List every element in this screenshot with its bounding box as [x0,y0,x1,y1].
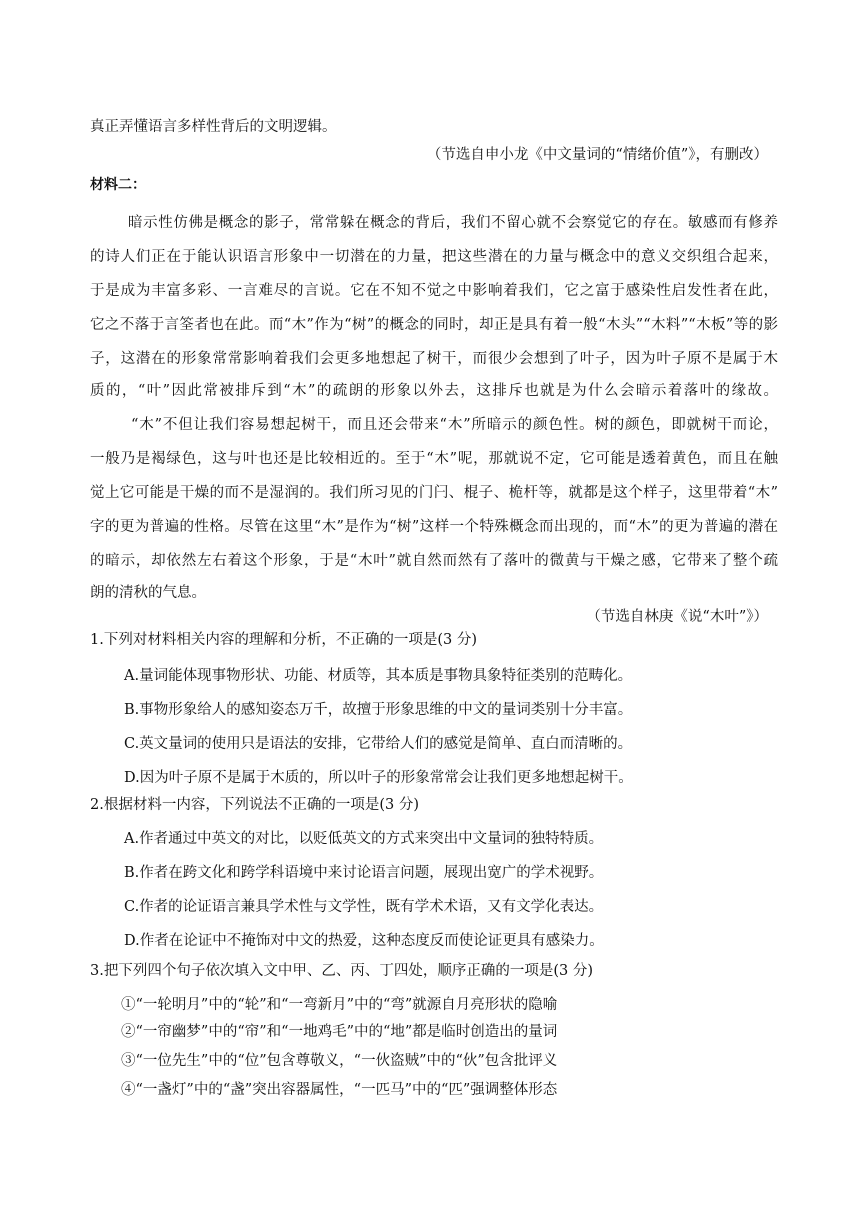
paragraph-1-line: 它之不落于言筌者也在此。而“木”作为“树”的概念的同时，却正是具有着一般“木头”“木料”“木板”等的影 [90,317,778,333]
question-2-stem: 2.根据材料一内容，下列说法不正确的一项是(3 分) [90,797,419,813]
question-3-sentence-4: ④“一盏灯”中的“盏”突出容器属性，“一匹马”中的“匹”强调整体形态 [121,1082,558,1098]
question-2-option-b: B.作者在跨文化和跨学科语境中来讨论语言问题，展现出宽广的学术视野。 [124,865,604,881]
question-3-sentence-3: ③“一位先生”中的“位”包含尊敬义，“一伙盗贼”中的“伙”包含批评义 [121,1053,558,1069]
paragraph-2-line: 字的更为普遍的性格。尽管在这里“木”是作为“树”这样一个特殊概念而出现的，而“木”的更为普遍的潜在 [90,519,778,535]
paragraph-1-line: 的诗人们正在于能认识语言形象中一切潜在的力量，把这些潜在的力量与概念中的意义交织组合起来， [90,249,778,265]
paragraph-2-line: “木”不但让我们容易想起树干，而且还会带来“木”所暗示的颜色性。树的颜色，即就树干而论， [131,417,778,433]
source-citation-2: （节选自林庚《说“木叶”》） [586,609,768,625]
source-citation-1: （节选自申小龙《中文量词的“情绪价值”》，有删改） [426,147,768,163]
paragraph-1-line: 质的，“叶”因此常被排斥到“木”的疏朗的形象以外去，这排斥也就是为什么会暗示着落叶的缘故。 [90,383,778,399]
question-1-option-a: A.量词能体现事物形状、功能、材质等，其本质是事物具象特征类别的范畴化。 [124,668,633,684]
paragraph-2-line: 觉上它可能是干燥的而不是湿润的。我们所习见的门闩、棍子、桅杆等，就都是这个样子，这里带着“木” [90,485,778,501]
question-2-option-c: C.作者的论证语言兼具学术性与文学性，既有学术术语，又有文学化表达。 [124,899,604,915]
question-3-stem: 3.把下列四个句子依次填入文中甲、乙、丙、丁四处，顺序正确的一项是(3 分) [90,963,593,979]
material1-closing-line: 真正弄懂语言多样性背后的文明逻辑。 [90,119,337,135]
paragraph-2-line: 的暗示，却依然左右着这个形象，于是“木叶”就自然而然有了落叶的微黄与干燥之感，它带来了整个疏 [90,553,778,569]
question-3-sentence-1: ①“一轮明月”中的“轮”和“一弯新月”中的“弯”就源自月亮形状的隐喻 [121,997,558,1013]
material2-heading: 材料二： [90,177,146,193]
paragraph-2-line: 一般乃是褐绿色，这与叶也还是比较相近的。至于“木”呢，那就说不定，它可能是透着黄色，而且在触 [90,451,778,467]
question-1-option-d: D.因为叶子原不是属于木质的，所以叶子的形象常常会让我们更多地想起树干。 [124,770,633,786]
paragraph-1-line: 于是成为丰富多彩、一言难尽的言说。它在不知不觉之中影响着我们，它之富于感染性启发性者在此， [90,283,778,299]
question-3-sentence-2: ②“一帘幽梦”中的“帘”和“一地鸡毛”中的“地”都是临时创造出的量词 [121,1024,558,1040]
question-1-stem: 1.下列对材料相关内容的理解和分析，不正确的一项是(3 分) [90,632,477,648]
question-2-option-d: D.作者在论证中不掩饰对中文的热爱，这种态度反而使论证更具有感染力。 [124,933,604,949]
question-1-option-c: C.英文量词的使用只是语法的安排，它带给人们的感觉是简单、直白而清晰的。 [124,736,633,752]
paragraph-1-line: 子，这潜在的形象常常影响着我们会更多地想起了树干，而很少会想到了叶子，因为叶子原不是属于木 [90,351,778,367]
question-1-option-b: B.事物形象给人的感知姿态万千，故擅于形象思维的中文的量词类别十分丰富。 [124,702,633,718]
paragraph-2-line: 朗的清秋的气息。 [90,585,206,601]
question-2-option-a: A.作者通过中英文的对比，以贬低英文的方式来突出中文量词的独特特质。 [124,831,604,847]
paragraph-1-line: 暗示性仿佛是概念的影子，常常躲在概念的背后，我们不留心就不会察觉它的存在。敏感而有修养 [128,215,778,231]
